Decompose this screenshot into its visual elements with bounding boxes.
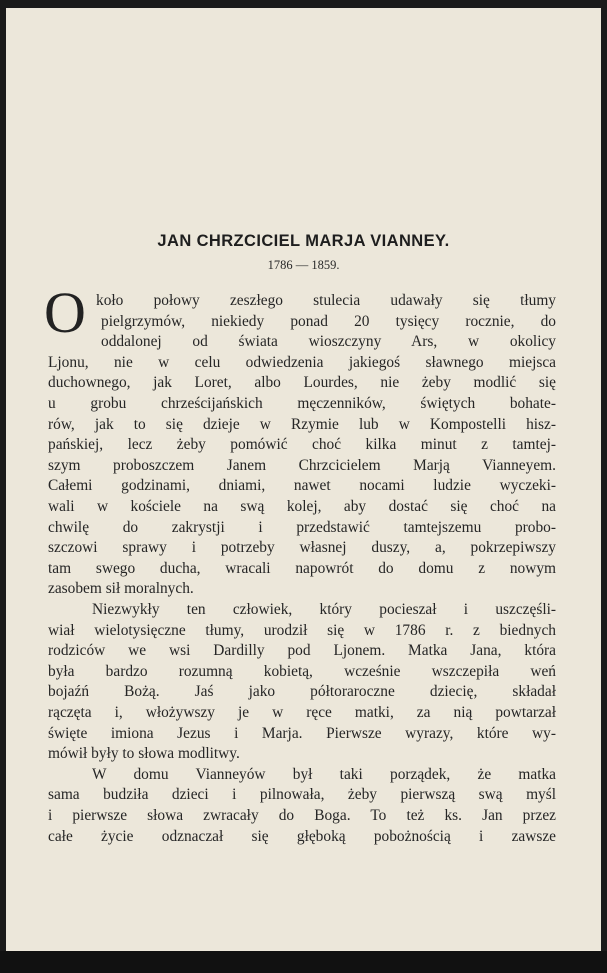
book-page xyxy=(6,8,601,963)
text-line: wiał wielotysięczne tłumy, urodził się w 1786 r. z biednych xyxy=(48,621,556,639)
chapter-title: JAN CHRZCICIEL MARJA VIANNEY. xyxy=(157,232,450,250)
text-line: szym proboszczem Janem Chrzcicielem Marją Vianneyem. xyxy=(48,456,556,474)
text-line: pielgrzymów, niekiedy ponad 20 tysięcy rocznie, do xyxy=(101,312,556,330)
text-line: rączęta i, włożywszy je w ręce matki, za nią powtarzał xyxy=(48,704,556,721)
text-line: u grobu chrześcijańskich męczenników, świętych bohate- xyxy=(48,395,556,412)
chapter-dates: 1786 — 1859. xyxy=(267,258,340,272)
text-line: duchownego, jak Loret, albo Lourdes, nie żeby modlić się xyxy=(48,374,556,392)
text-line: Ljonu, nie w celu odwiedzenia jakiegoś sławnego miejsca xyxy=(48,353,556,371)
text-line: i pierwsze słowa zwracały do Boga. To też ks. Jan przez xyxy=(48,807,556,824)
text-line: tam swego ducha, wracali napowrót do domu z nowym xyxy=(48,559,556,577)
text-line: chwilę do zakrystji i przedstawić tamtejszemu probo- xyxy=(48,518,556,536)
text-line: pańskiej, lecz żeby pomówić choć kilka minut z tamtej- xyxy=(48,436,556,454)
text-line: koło połowy zeszłego stulecia udawały się tłumy xyxy=(96,292,556,309)
text-line: Całemi godzinami, dniami, nawet nocami ludzie wyczeki- xyxy=(48,477,556,495)
drop-cap: O xyxy=(44,280,86,345)
text-line: wali w kościele na swą kolej, aby dostać się choć na xyxy=(48,498,556,515)
text-line: była bardzo rozumną kobietą, wcześnie wszczepiła weń xyxy=(48,662,556,680)
text-line: rodziców we wsi Dardilly pod Ljonem. Matka Jana, która xyxy=(48,642,556,660)
text-line: całe życie odznaczał się głęboką pobożnością i zawsze xyxy=(48,827,556,845)
text-line: mówił były to słowa modlitwy. xyxy=(48,745,240,763)
text-line: święte imiona Jezus i Marja. Pierwsze wyrazy, które wy- xyxy=(48,724,556,742)
text-line: Niezwykły ten człowiek, który pocieszał i uszczęśli- xyxy=(92,601,556,618)
text-line: sama budziła dzieci i pilnowała, żeby pierwszą swą myśl xyxy=(48,786,556,804)
text-line: szczowi sprawy i potrzeby własnej duszy, a, pokrzepiwszy xyxy=(48,539,556,557)
text-line: zasobem sił moralnych. xyxy=(48,580,194,598)
text-line: W domu Vianneyów był taki porządek, że matka xyxy=(92,765,556,783)
text-line: oddalonej od świata wioszczyny Ars, w okolicy xyxy=(101,333,556,351)
scan-edge xyxy=(0,951,607,973)
text-line: rów, jak to się dzieje w Rzymie lub w Kompostelli hisz- xyxy=(48,415,556,433)
text-line: bojaźń Bożą. Jaś jako półtoraroczne dziecię, składał xyxy=(48,683,556,701)
